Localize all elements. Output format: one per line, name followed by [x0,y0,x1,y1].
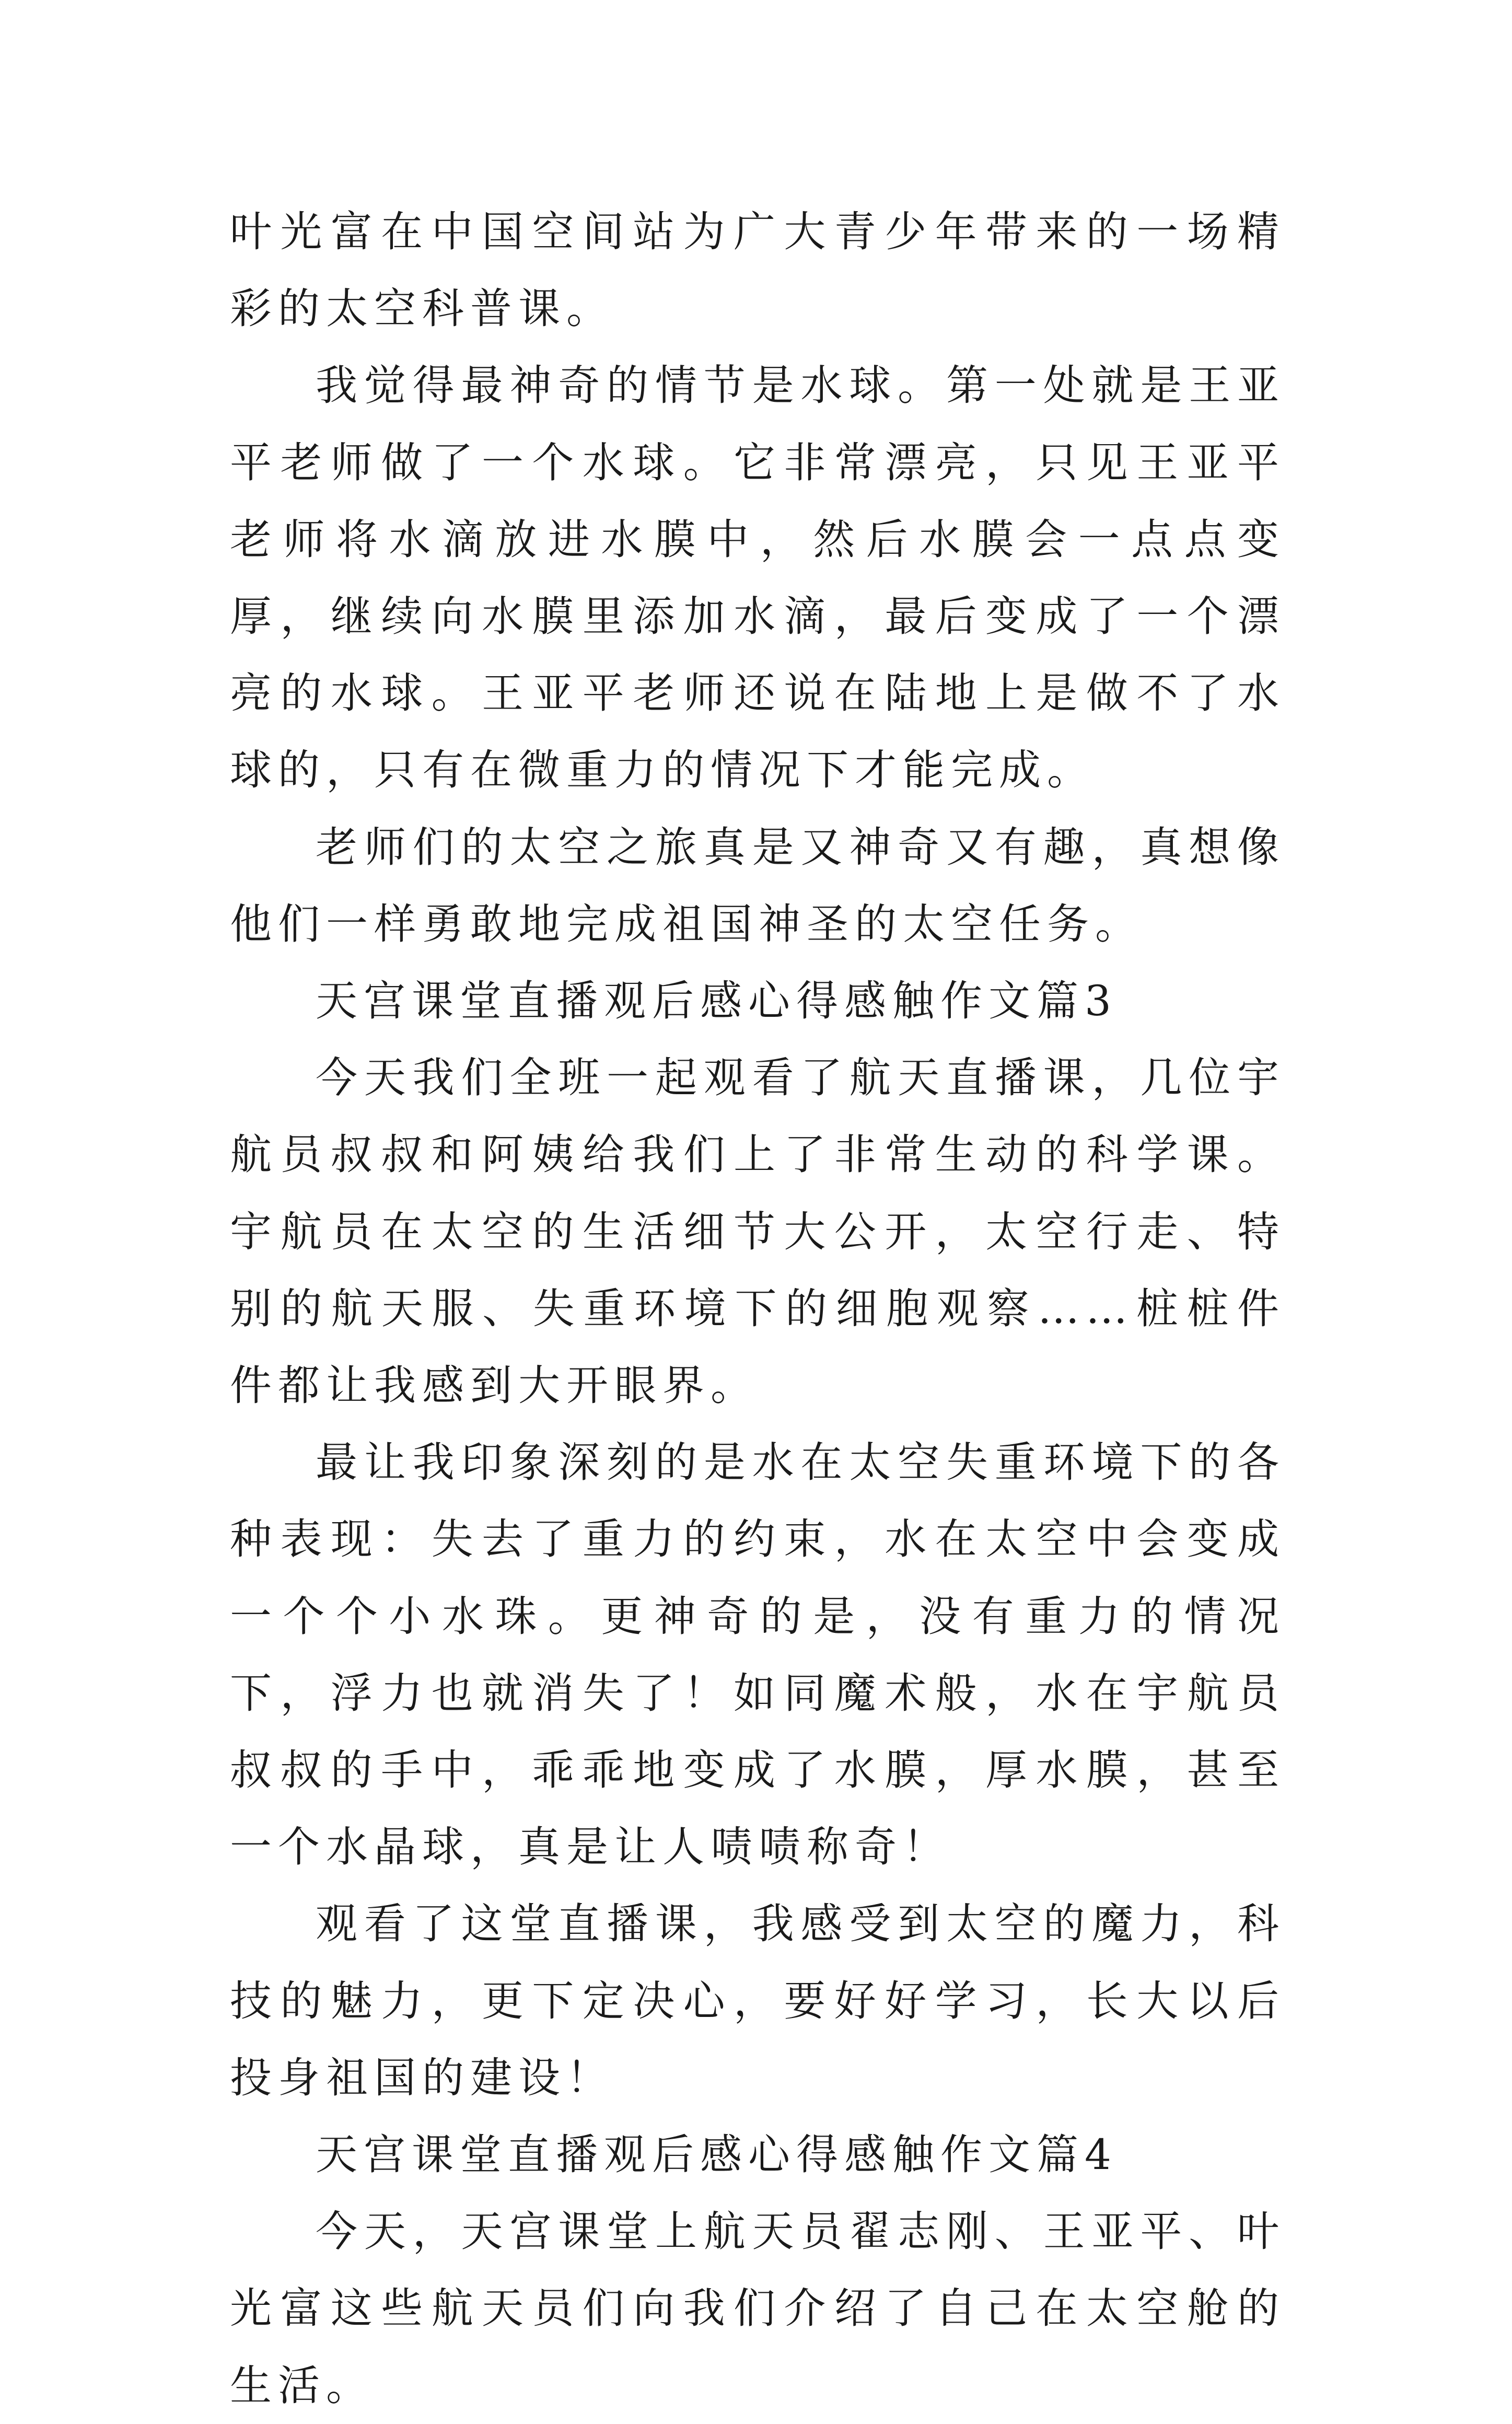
section-heading: 天宫课堂直播观后感心得感触作文篇3 [316,977,1118,1026]
paragraph: 今天我们全班一起观看了航天直播课，几位宇航员叔叔和阿姨给我们上了非常生动的科学课。宇航员在太空的生活细节大公开，太空行走、特别的航天服、失重环境下的细胞观察……桩桩件件都让我感到大开眼界。 [230,1053,1285,1410]
paragraph: 最让我印象深刻的是水在太空失重环境下的各种表现：失去了重力的约束，水在太空中会变成一个个小水珠。更神奇的是，没有重力的情况下，浮力也就消失了！如同魔术般，水在宇航员叔叔的手中，乖乖地变成了水膜，厚水膜，甚至一个水晶球，真是让人啧啧称奇！ [230,1438,1285,1872]
paragraph: 今天，天宫课堂上航天员翟志刚、王亚平、叶光富这些航天员们向我们介绍了自己在太空舱的生活。 [230,2207,1285,2410]
paragraph: 我觉得最神奇的情节是水球。第一处就是王亚平老师做了一个水球。它非常漂亮，只见王亚平老师将水滴放进水膜中，然后水膜会一点点变厚，继续向水膜里添加水滴，最后变成了一个漂亮的水球。王亚平老师还说在陆地上是做不了水球的，只有在微重力的情况下才能完成。 [230,361,1285,795]
section-heading: 天宫课堂直播观后感心得感触作文篇4 [316,2130,1118,2179]
document-body [230,193,1285,2424]
paragraph: 观看了这堂直播课，我感受到太空的魔力，科技的魅力，更下定决心，要好好学习，长大以后投身祖国的建设！ [230,1899,1285,2102]
paragraph: 叶光富在中国空间站为广大青少年带来的一场精彩的太空科普课。 [230,207,1285,333]
paragraph: 老师们的太空之旅真是又神奇又有趣，真想像他们一样勇敢地完成祖国神圣的太空任务。 [230,822,1285,948]
